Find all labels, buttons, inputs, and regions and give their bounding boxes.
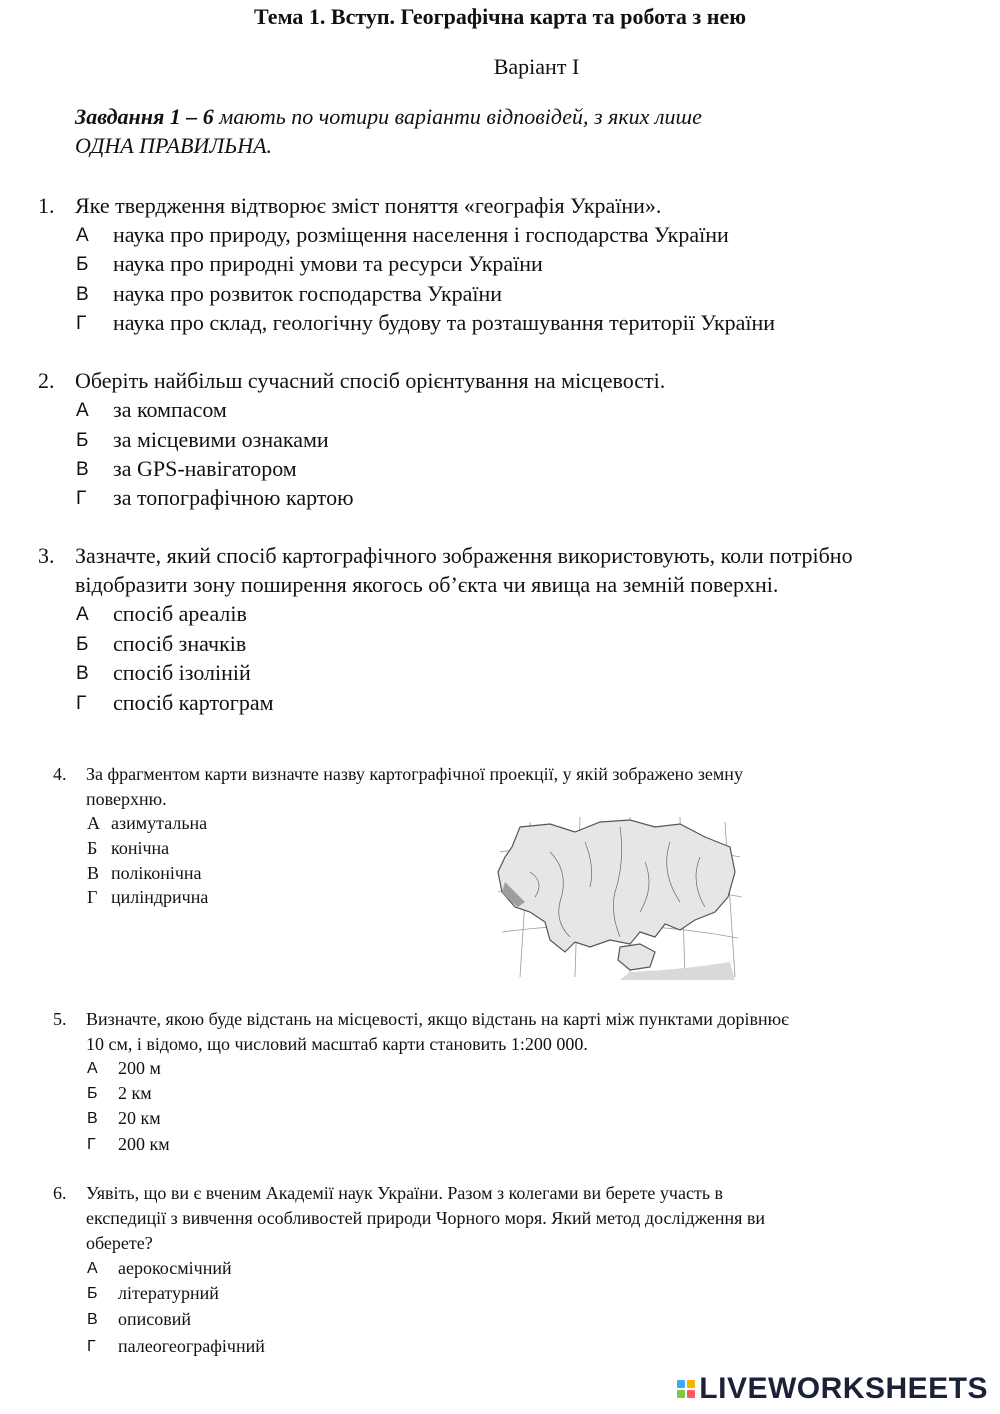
instructions-rest: мають по чотири варіанти відповідей, з яких лише (213, 104, 702, 129)
option-letter: А (76, 225, 89, 246)
question-text-line2: відобразити зону поширення якогось об’єкта чи явища на земній поверхні. (75, 572, 779, 597)
option-text: літературний (118, 1283, 219, 1303)
option-letter: А (76, 400, 89, 421)
option-letter: Г (76, 488, 87, 509)
option-text: наука про природу, розміщення населення і господарства України (113, 222, 729, 247)
option-letter: Б (76, 430, 89, 451)
ukraine-map-icon (490, 812, 750, 982)
option-text: 200 км (118, 1134, 170, 1154)
instructions-line1 (75, 104, 702, 130)
option-text: аерокосмічний (118, 1258, 232, 1278)
question-number: 3. (38, 543, 55, 568)
logo-square (677, 1390, 685, 1398)
page-title: Тема 1. Вступ. Географічна карта та робота з нею (253, 4, 747, 29)
option-letter: А (87, 1060, 98, 1077)
question-number: 4. (53, 764, 67, 784)
option-letter: Г (76, 313, 87, 334)
option-letter: Б (87, 1085, 98, 1102)
question-text-line1: Уявіть, що ви є вченим Академії наук України. Разом з колегами ви берете участь в (86, 1183, 724, 1203)
option-text: 2 км (118, 1083, 152, 1103)
option-text: за топографічною картою (113, 485, 354, 510)
question-text-line1: За фрагментом карти визначте назву картографічної проекції, у якій зображено земну (86, 764, 743, 784)
option-text: циліндрична (111, 887, 209, 907)
option-text: 20 км (118, 1108, 161, 1128)
logo-square (687, 1380, 695, 1388)
option-text: спосіб ареалів (113, 601, 247, 626)
question-number: 2. (38, 368, 55, 393)
question-text-line1: Визначте, якою буде відстань на місцевості, якщо відстань на карті між пунктами дорівнює (86, 1009, 789, 1029)
question-text-line2: поверхню. (86, 789, 167, 809)
option-text: спосіб ізоліній (113, 660, 251, 685)
option-text: 200 м (118, 1058, 161, 1078)
option-text: палеогеографічний (118, 1336, 265, 1356)
option-letter: Б (87, 838, 98, 858)
option-letter: В (76, 284, 89, 305)
option-letter: В (87, 1311, 98, 1328)
brand-name: LIVEWORKSHEETS (699, 1372, 988, 1405)
option-letter: В (87, 863, 100, 883)
instructions-bold: Завдання 1 – 6 (75, 104, 214, 129)
option-letter: А (76, 604, 89, 625)
option-letter: Г (76, 693, 87, 714)
option-letter: Г (87, 1338, 96, 1355)
option-letter: А (87, 813, 100, 833)
option-letter: Г (87, 887, 98, 907)
liveworksheets-logo[interactable] (677, 1372, 988, 1406)
option-letter: Б (76, 634, 89, 655)
option-letter: В (76, 459, 89, 480)
question-text: Яке твердження відтворює зміст поняття «географія України». (75, 193, 662, 218)
option-letter: Б (76, 254, 89, 275)
option-letter: В (87, 1110, 98, 1127)
instructions-line2: ОДНА ПРАВИЛЬНА. (75, 133, 273, 158)
option-text: описовий (118, 1309, 192, 1329)
option-letter: Г (87, 1136, 96, 1153)
question-text-line3: оберете? (86, 1233, 153, 1253)
option-text: наука про склад, геологічну будову та розташування території України (113, 310, 776, 335)
question-text-line1: Зазначте, який спосіб картографічного зображення використовують, коли потрібно (75, 543, 853, 568)
question-number: 6. (53, 1183, 67, 1203)
variant-label: Варіант І (493, 54, 580, 79)
option-text: спосіб значків (113, 631, 247, 656)
option-text: конічна (111, 838, 170, 858)
option-text: за GPS-навігатором (113, 456, 297, 481)
option-text: наука про природні умови та ресурси України (113, 251, 543, 276)
question-number: 1. (38, 193, 55, 218)
logo-square (677, 1380, 685, 1388)
option-text: спосіб картограм (113, 690, 274, 715)
option-letter: А (87, 1260, 98, 1277)
question-text: Оберіть найбільш сучасний спосіб орієнтування на місцевості. (75, 368, 666, 393)
option-letter: В (76, 663, 89, 684)
question-text-line2: експедиції з вивчення особливостей природи Чорного моря. Який метод дослідження ви (86, 1208, 766, 1228)
logo-icon (677, 1380, 695, 1398)
logo-square (687, 1390, 695, 1398)
option-text: поліконічна (111, 863, 202, 883)
option-text: за компасом (113, 397, 227, 422)
option-text: азимутальна (111, 813, 208, 833)
option-text: наука про розвиток господарства України (113, 281, 503, 306)
option-text: за місцевими ознаками (113, 427, 329, 452)
question-text-line2: 10 см, і відомо, що числовий масштаб карти становить 1:200 000. (86, 1034, 588, 1054)
question-number: 5. (53, 1009, 67, 1029)
option-letter: Б (87, 1285, 98, 1302)
